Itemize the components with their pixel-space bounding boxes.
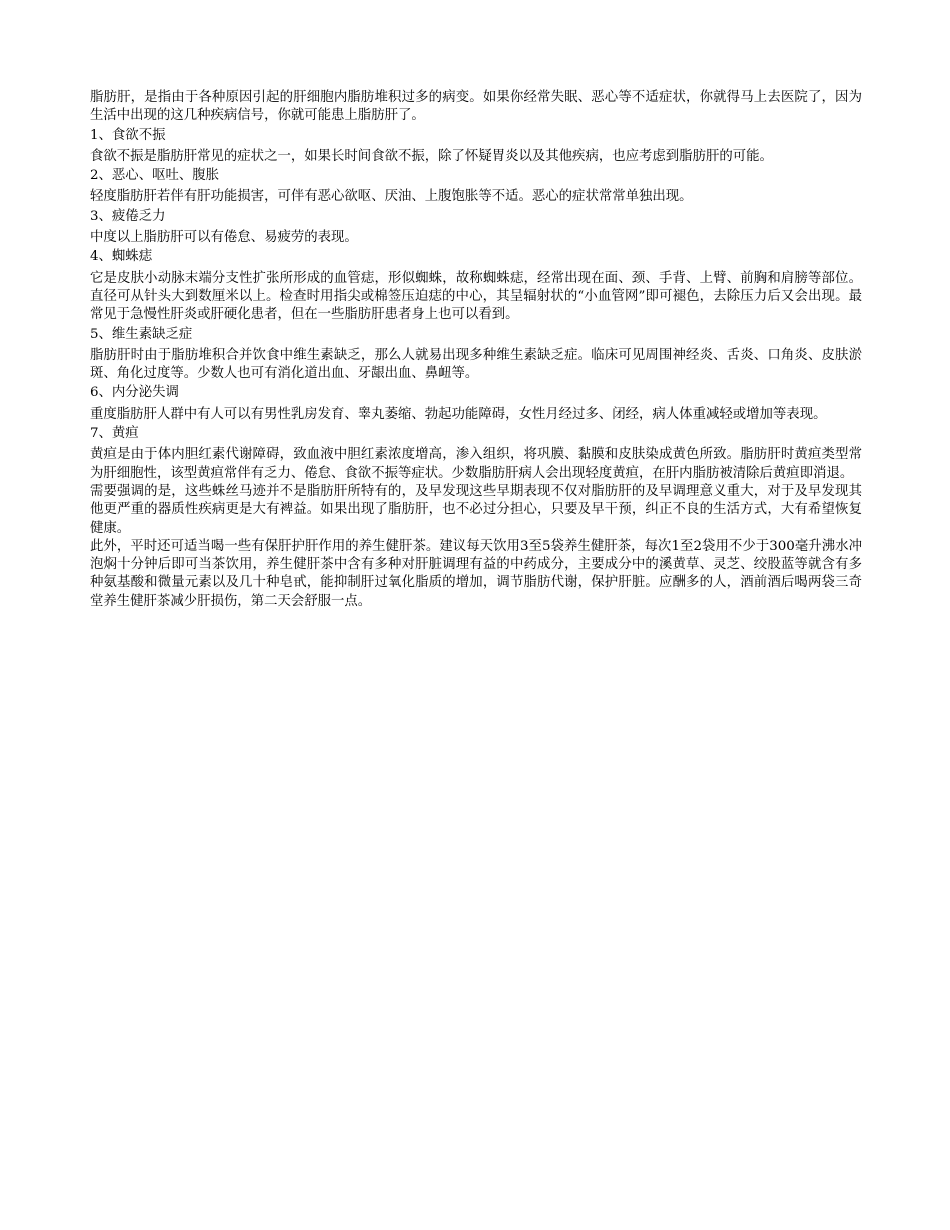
section-heading-6: 6、内分泌失调 (90, 385, 179, 401)
section-heading-2: 2、恶心、呕吐、腹胀 (90, 168, 220, 184)
section-body-7: 黄疸是由于体内胆红素代谢障碍，致血液中胆红素浓度增高，渗入组织，将巩膜、黏膜和皮肤染成黄色所致。脂肪肝时黄疸类型常为肝细胞性，该型黄疸常伴有乏力、倦怠、食欲不振等症状。少数脂肪肝病人会出现轻度黄疸，在肝内脂肪被清除后黄疸即消退。 (90, 447, 862, 481)
closing-paragraph-2: 此外，平时还可适当喝一些有保肝护肝作用的养生健肝茶。建议每天饮用3至5袋养生健肝茶，每次1至2袋用不少于300毫升沸水冲泡焖十分钟后即可当茶饮用，养生健肝茶中含有多种对肝脏调理有益的中药成分，主要成分中的溪黄草、灵芝、绞股蓝等就含有多种氨基酸和微量元素以及几十种皂甙，能抑制肝过氧化脂质的增加，调节脂肪代谢，保护肝脏。应酬多的人，酒前酒后喝两袋三奇堂养生健肝茶减少肝损伤，第二天会舒服一点。 (90, 538, 862, 609)
section-body-3: 中度以上脂肪肝可以有倦怠、易疲劳的表现。 (90, 230, 358, 246)
section-body-4: 它是皮肤小动脉末端分支性扩张所形成的血管痣，形似蜘蛛，故称蜘蛛痣，经常出现在面、颈、手背、上臂、前胸和肩膀等部位。直径可从针头大到数厘米以上。检查时用指尖或棉签压迫痣的中心，其呈辐射状的“小血管网”即可褪色，去除压力后又会出现。最常见于急慢性肝炎或肝硬化患者，但在一些脂肪肝患者身上也可以看到。 (90, 270, 862, 323)
closing-paragraph-1: 需要强调的是，这些蛛丝马迹并不是脂肪肝所特有的，及早发现这些早期表现不仅对脂肪肝的及早调理意义重大，对于及早发现其他更严重的器质性疾病更是大有裨益。如果出现了脂肪肝，也不必过分担心，只要及早干预，纠正不良的生活方式，大有希望恢复健康。 (90, 483, 862, 536)
section-body-5: 脂肪肝时由于脂肪堆积合并饮食中维生素缺乏，那么人就易出现多种维生素缺乏症。临床可见周围神经炎、舌炎、口角炎、皮肤淤斑、角化过度等。少数人也可有消化道出血、牙龈出血、鼻衄等。 (90, 347, 862, 382)
section-body-6: 重度脂肪肝人群中有人可以有男性乳房发育、睾丸萎缩、勃起功能障碍，女性月经过多、闭经，病人体重减轻或增加等表现。 (90, 406, 827, 422)
section-heading-3: 3、疲倦乏力 (90, 208, 166, 224)
section-body-1: 食欲不振是脂肪肝常见的症状之一，如果长时间食欲不振，除了怀疑胃炎以及其他疾病，也应考虑到脂肪肝的可能。 (90, 148, 773, 164)
section-heading-7: 7、黄疸 (90, 426, 139, 442)
section-body-2: 轻度脂肪肝若伴有肝功能损害，可伴有恶心欲呕、厌油、上腹饱胀等不适。恶心的症状常常单独出现。 (90, 189, 693, 205)
section-heading-4: 4、蜘蛛痣 (90, 249, 153, 265)
document-body (90, 89, 862, 611)
section-heading-5: 5、维生素缺乏症 (90, 326, 193, 342)
intro-paragraph: 脂肪肝，是指由于各种原因引起的肝细胞内脂肪堆积过多的病变。如果你经常失眠、恶心等不适症状，你就得马上去医院了，因为生活中出现的这几种疾病信号，你就可能患上脂肪肝了。 (90, 90, 862, 124)
section-heading-1: 1、食欲不振 (90, 127, 166, 143)
